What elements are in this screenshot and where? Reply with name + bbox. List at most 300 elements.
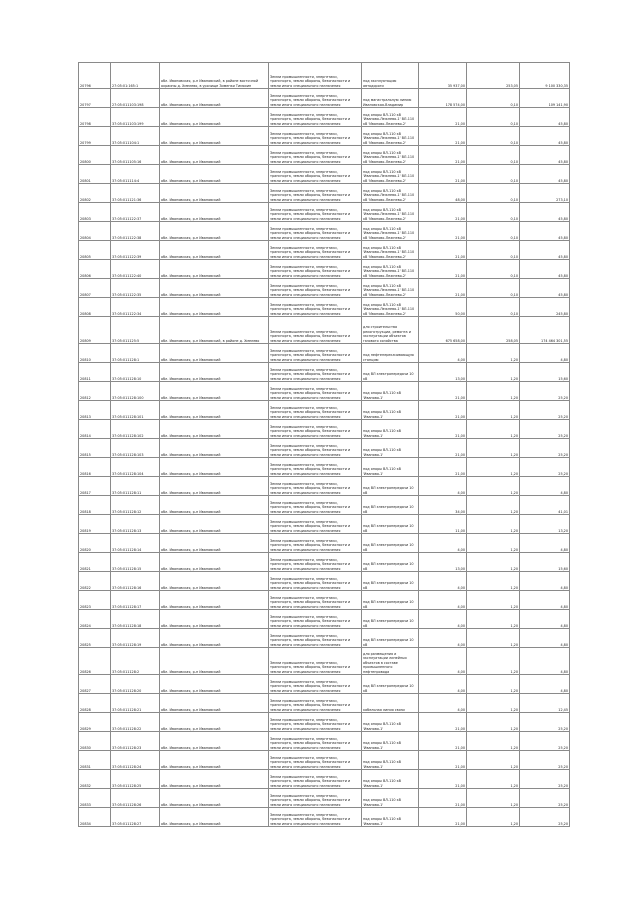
cadastral-cost-cell: 25,20 — [520, 713, 570, 732]
table-row — [79, 458, 570, 477]
cadastral-number-cell: 37:05:011125:5 — [111, 317, 160, 344]
area-value-cell: 21,00 — [419, 458, 467, 477]
specific-value-cell: 0,10 — [467, 241, 520, 260]
permitted-use-cell: под опоры ВЛ-110 кВ 'Иваново-Лежнево-1' ВЛ-110 кВ 'Иваново-Лежнево-2' — [362, 241, 419, 260]
permitted-use-cell: под опоры ВЛ-110 кВ 'Иваново-1' — [362, 751, 419, 770]
table-row — [79, 146, 570, 165]
specific-value-cell: 1,20 — [467, 751, 520, 770]
land-category-cell: Земли промышленности, энергетики, транспорта, земли обороны, безопасности и земли иного специального назначения — [269, 203, 362, 222]
row-number-cell: 20818 — [79, 496, 111, 515]
cadastral-cost-cell: 25,20 — [520, 732, 570, 751]
cadastral-number-cell: 37:05:011128:104 — [111, 458, 160, 477]
land-category-cell: Земли промышленности, энергетики, транспорта, земли обороны, безопасности и земли иного специального назначения — [269, 629, 362, 648]
permitted-use-cell: под опоры ВЛ-110 кВ 'Иваново-1' — [362, 420, 419, 439]
row-number-cell: 20829 — [79, 713, 111, 732]
land-category-cell: Земли промышленности, энергетики, транспорта, земли обороны, безопасности и земли иного специального назначения — [269, 165, 362, 184]
cadastral-cost-cell: 174 464 301,55 — [520, 317, 570, 344]
land-category-cell: Земли промышленности, энергетики, транспорта, земли обороны, безопасности и земли иного специального назначения — [269, 694, 362, 713]
address-cell: обл. Ивановская, р-н Ивановский — [160, 751, 269, 770]
permitted-use-cell: под опоры ВЛ-110 кВ 'Иваново-1' — [362, 789, 419, 808]
area-value-cell: 50,00 — [419, 298, 467, 317]
specific-value-cell: 1,20 — [467, 648, 520, 675]
area-value-cell: 35 937,00 — [419, 63, 467, 89]
address-cell: обл. Ивановская, р-н Ивановский — [160, 789, 269, 808]
land-category-cell: Земли промышленности, энергетики, транспорта, земли обороны, безопасности и земли иного специального назначения — [269, 184, 362, 203]
permitted-use-cell: под опоры ВЛ-110 кВ 'Иваново-Лежнево-1' ВЛ-110 кВ 'Иваново-Лежнево-2' — [362, 298, 419, 317]
address-cell: обл. Ивановская, р-н Ивановский — [160, 222, 269, 241]
land-category-cell: Земли промышленности, энергетики, транспорта, земли обороны, безопасности и земли иного специального назначения — [269, 751, 362, 770]
cadastral-number-cell: 37:05:011128:16 — [111, 572, 160, 591]
row-number-cell: 20803 — [79, 203, 111, 222]
address-cell: обл. Ивановская, р-н Ивановский — [160, 496, 269, 515]
permitted-use-cell: для размещения и эксплуатации линейных объектов в составе промышленного нефтепровода — [362, 648, 419, 675]
cadastral-cost-cell: 25,20 — [520, 770, 570, 789]
row-number-cell: 20822 — [79, 572, 111, 591]
address-cell: обл. Ивановская, р-н Ивановский — [160, 713, 269, 732]
permitted-use-cell: под эксплуатацию автодороги — [362, 63, 419, 89]
area-value-cell: 21,00 — [419, 222, 467, 241]
address-cell: обл. Ивановская, р-н Ивановский — [160, 675, 269, 694]
permitted-use-cell: под ВЛ электропередачи 10 кВ — [362, 591, 419, 610]
cadastral-number-cell: 37:05:011128:12 — [111, 496, 160, 515]
specific-value-cell: 0,10 — [467, 127, 520, 146]
cadastral-cost-cell: 4,80 — [520, 629, 570, 648]
area-value-cell: 21,00 — [419, 108, 467, 127]
land-category-cell: Земли промышленности, энергетики, транспорта, земли обороны, безопасности и земли иного специального назначения — [269, 298, 362, 317]
specific-value-cell: 258,05 — [467, 317, 520, 344]
area-value-cell: 21,00 — [419, 165, 467, 184]
cadastral-cost-cell: 41,01 — [520, 496, 570, 515]
cadastral-number-cell: 37:05:011128:17 — [111, 591, 160, 610]
cadastral-cost-cell: 45,80 — [520, 127, 570, 146]
address-cell: обл. Ивановская, р-н Ивановский — [160, 515, 269, 534]
specific-value-cell: 1,20 — [467, 713, 520, 732]
land-category-cell: Земли промышленности, энергетики, транспорта, земли обороны, безопасности и земли иного специального назначения — [269, 610, 362, 629]
row-number-cell: 20810 — [79, 344, 111, 363]
row-number-cell: 20813 — [79, 401, 111, 420]
land-category-cell: Земли промышленности, энергетики, транспорта, земли обороны, безопасности и земли иного специального назначения — [269, 344, 362, 363]
area-value-cell: 13,00 — [419, 553, 467, 572]
table-row — [79, 770, 570, 789]
table-row — [79, 382, 570, 401]
table-row — [79, 127, 570, 146]
area-value-cell: 21,00 — [419, 770, 467, 789]
cadastral-number-cell: 37:05:011128:25 — [111, 770, 160, 789]
row-number-cell: 20797 — [79, 89, 111, 108]
land-category-cell: Земли промышленности, энергетики, транспорта, земли обороны, безопасности и земли иного специального назначения — [269, 108, 362, 127]
row-number-cell: 20806 — [79, 260, 111, 279]
cadastral-number-cell: 37:05:011128:14 — [111, 534, 160, 553]
cadastral-cost-cell: 4,80 — [520, 591, 570, 610]
table-row — [79, 751, 570, 770]
cadastral-number-cell: 37:05:011122:34 — [111, 298, 160, 317]
row-number-cell: 20801 — [79, 165, 111, 184]
row-number-cell: 20825 — [79, 629, 111, 648]
address-cell: обл. Ивановская, р-н Ивановский — [160, 89, 269, 108]
specific-value-cell: 1,20 — [467, 496, 520, 515]
cadastral-number-cell: 37:05:011104:1 — [111, 127, 160, 146]
land-category-cell: Земли промышленности, энергетики, транспорта, земли обороны, безопасности и земли иного специального назначения — [269, 808, 362, 827]
specific-value-cell: 253,05 — [467, 63, 520, 89]
permitted-use-cell: кабельная линия связи — [362, 694, 419, 713]
cadastral-number-cell: 37:05:011128:19 — [111, 629, 160, 648]
area-value-cell: 21,00 — [419, 439, 467, 458]
permitted-use-cell: под ВЛ электропередачи 10 кВ — [362, 534, 419, 553]
area-value-cell: 21,00 — [419, 420, 467, 439]
table-row — [79, 241, 570, 260]
land-category-cell: Земли промышленности, энергетики, транспорта, земли обороны, безопасности и земли иного специального назначения — [269, 458, 362, 477]
address-cell: обл. Ивановская, р-н Ивановский — [160, 629, 269, 648]
table-row — [79, 694, 570, 713]
land-category-cell: Земли промышленности, энергетики, транспорта, земли обороны, безопасности и земли иного специального назначения — [269, 439, 362, 458]
permitted-use-cell: под опоры ВЛ-110 кВ 'Иваново-Лежнево-1' ВЛ-110 кВ 'Иваново-Лежнево-2' — [362, 279, 419, 298]
area-value-cell: 178 574,00 — [419, 89, 467, 108]
row-number-cell: 20821 — [79, 553, 111, 572]
specific-value-cell: 1,20 — [467, 789, 520, 808]
area-value-cell: 34,00 — [419, 496, 467, 515]
permitted-use-cell: под опоры ВЛ-110 кВ 'Иваново-1' — [362, 808, 419, 827]
cadastral-number-cell: 37:05:011128:2 — [111, 648, 160, 675]
land-category-cell: Земли промышленности, энергетики, транспорта, земли обороны, безопасности и земли иного специального назначения — [269, 770, 362, 789]
cadastral-cost-cell: 9 100 330,35 — [520, 63, 570, 89]
address-cell: обл. Ивановская, р-н Ивановский — [160, 184, 269, 203]
area-value-cell: 4,00 — [419, 591, 467, 610]
address-cell: обл. Ивановская, р-н Ивановский — [160, 553, 269, 572]
specific-value-cell: 0,10 — [467, 89, 520, 108]
cadastral-number-cell: 37:05:011128:27 — [111, 808, 160, 827]
land-category-cell: Земли промышленности, энергетики, транспорта, земли обороны, безопасности и земли иного специального назначения — [269, 789, 362, 808]
specific-value-cell: 1,20 — [467, 439, 520, 458]
permitted-use-cell: под опоры ВЛ-110 кВ 'Иваново-1' — [362, 458, 419, 477]
permitted-use-cell: под опоры ВЛ-110 кВ 'Иваново-Лежнево-1' ВЛ-110 кВ 'Иваново-Лежнево-2' — [362, 260, 419, 279]
specific-value-cell: 1,20 — [467, 808, 520, 827]
specific-value-cell: 1,20 — [467, 363, 520, 382]
land-category-cell: Земли промышленности, энергетики, транспорта, земли обороны, безопасности и земли иного специального назначения — [269, 279, 362, 298]
cadastral-number-cell: 37:05:011128:13 — [111, 515, 160, 534]
address-cell: обл. Ивановская, р-н Ивановский, в районе д. Хмелево — [160, 317, 269, 344]
cadastral-number-cell: 37:05:011128:101 — [111, 401, 160, 420]
permitted-use-cell: под опоры ВЛ-110 кВ 'Иваново-1' — [362, 382, 419, 401]
table-row — [79, 591, 570, 610]
address-cell: обл. Ивановская, р-н Ивановский, в районе восточной окраины д. Хмелево, в урочище Зименки Тимохин — [160, 63, 269, 89]
area-value-cell: 4,00 — [419, 344, 467, 363]
area-value-cell: 4,00 — [419, 694, 467, 713]
cadastral-cost-cell: 45,80 — [520, 260, 570, 279]
address-cell: обл. Ивановская, р-н Ивановский — [160, 591, 269, 610]
cadastral-cost-cell: 109 141,90 — [520, 89, 570, 108]
row-number-cell: 20834 — [79, 808, 111, 827]
permitted-use-cell: под опоры ВЛ-110 кВ 'Иваново-1' — [362, 770, 419, 789]
permitted-use-cell: под опоры ВЛ-110 кВ 'Иваново-Лежнево-1' ВЛ-110 кВ 'Иваново-Лежнево-2' — [362, 184, 419, 203]
row-number-cell: 20811 — [79, 363, 111, 382]
table-row — [79, 648, 570, 675]
cadastral-cost-cell: 4,80 — [520, 648, 570, 675]
cadastral-cost-cell: 25,20 — [520, 401, 570, 420]
table-row — [79, 713, 570, 732]
specific-value-cell: 1,20 — [467, 344, 520, 363]
table-row — [79, 789, 570, 808]
cadastral-cost-cell: 13,20 — [520, 515, 570, 534]
area-value-cell: 4,00 — [419, 648, 467, 675]
area-value-cell: 21,00 — [419, 241, 467, 260]
land-category-cell: Земли промышленности, энергетики, транспорта, земли обороны, безопасности и земли иного специального назначения — [269, 534, 362, 553]
area-value-cell: 21,00 — [419, 203, 467, 222]
cadastral-cost-cell: 4,80 — [520, 675, 570, 694]
specific-value-cell: 1,20 — [467, 770, 520, 789]
table-row — [79, 184, 570, 203]
permitted-use-cell: под опоры ВЛ-110 кВ 'Иваново-Лежнево-1' ВЛ-110 кВ 'Иваново-Лежнево-2' — [362, 127, 419, 146]
cadastral-cost-cell: 15,60 — [520, 363, 570, 382]
row-number-cell: 20826 — [79, 648, 111, 675]
table-row — [79, 572, 570, 591]
row-number-cell: 20799 — [79, 127, 111, 146]
permitted-use-cell: под ВЛ электропередачи 10 кВ — [362, 610, 419, 629]
cadastral-number-cell: 37:05:011128:18 — [111, 610, 160, 629]
row-number-cell: 20817 — [79, 477, 111, 496]
specific-value-cell: 1,20 — [467, 732, 520, 751]
land-category-cell: Земли промышленности, энергетики, транспорта, земли обороны, безопасности и земли иного специального назначения — [269, 89, 362, 108]
land-category-cell: Земли промышленности, энергетики, транспорта, земли обороны, безопасности и земли иного специального назначения — [269, 401, 362, 420]
cadastral-number-cell: 27:05:011103:198 — [111, 89, 160, 108]
address-cell: обл. Ивановская, р-н Ивановский — [160, 770, 269, 789]
cadastral-number-cell: 37:05:011128:21 — [111, 694, 160, 713]
specific-value-cell: 1,20 — [467, 477, 520, 496]
table-row — [79, 515, 570, 534]
row-number-cell: 20820 — [79, 534, 111, 553]
area-value-cell: 21,00 — [419, 808, 467, 827]
cadastral-number-cell: 37:05:011128:100 — [111, 382, 160, 401]
row-number-cell: 20814 — [79, 420, 111, 439]
address-cell: обл. Ивановская, р-н Ивановский — [160, 694, 269, 713]
row-number-cell: 20819 — [79, 515, 111, 534]
specific-value-cell: 0,10 — [467, 165, 520, 184]
cadastral-number-cell: 37:05:011128:24 — [111, 751, 160, 770]
table-row — [79, 610, 570, 629]
cadastral-cost-cell: 4,80 — [520, 344, 570, 363]
table-row — [79, 675, 570, 694]
permitted-use-cell: под нефтеперекачивающую станцию — [362, 344, 419, 363]
land-category-cell: Земли промышленности, энергетики, транспорта, земли обороны, безопасности и земли иного специального назначения — [269, 127, 362, 146]
address-cell: обл. Ивановская, р-н Ивановский — [160, 572, 269, 591]
area-value-cell: 4,00 — [419, 534, 467, 553]
land-category-cell: Земли промышленности, энергетики, транспорта, земли обороны, безопасности и земли иного специального назначения — [269, 420, 362, 439]
cadastral-cost-cell: 4,80 — [520, 610, 570, 629]
area-value-cell: 675 658,00 — [419, 317, 467, 344]
land-category-cell: Земли промышленности, энергетики, транспорта, земли обороны, безопасности и земли иного специального назначения — [269, 515, 362, 534]
table-row — [79, 439, 570, 458]
address-cell: обл. Ивановская, р-н Ивановский — [160, 477, 269, 496]
address-cell: обл. Ивановская, р-н Ивановский — [160, 732, 269, 751]
land-category-cell: Земли промышленности, энергетики, транспорта, земли обороны, безопасности и земли иного специального назначения — [269, 713, 362, 732]
land-category-cell: Земли промышленности, энергетики, транспорта, земли обороны, безопасности и земли иного специального назначения — [269, 260, 362, 279]
permitted-use-cell: под ВЛ электропередачи 10 кВ — [362, 629, 419, 648]
cadastral-cost-cell: 15,60 — [520, 553, 570, 572]
area-value-cell: 21,00 — [419, 732, 467, 751]
row-number-cell: 20830 — [79, 732, 111, 751]
land-category-cell: Земли промышленности, энергетики, транспорта, земли обороны, безопасности и земли иного специального назначения — [269, 732, 362, 751]
permitted-use-cell: под опоры ВЛ-110 кВ 'Иваново-Лежнево-1' ВЛ-110 кВ 'Иваново-Лежнево-2' — [362, 108, 419, 127]
cadastral-cost-cell: 45,80 — [520, 165, 570, 184]
area-value-cell: 13,00 — [419, 363, 467, 382]
permitted-use-cell: под магистральную линию Ивановская-Владимир — [362, 89, 419, 108]
specific-value-cell: 0,10 — [467, 298, 520, 317]
permitted-use-cell: под опоры ВЛ-110 кВ 'Иваново-1' — [362, 439, 419, 458]
row-number-cell: 20798 — [79, 108, 111, 127]
specific-value-cell: 0,10 — [467, 146, 520, 165]
cadastral-number-cell: 37:05:011128:1 — [111, 344, 160, 363]
address-cell: обл. Ивановская, р-н Ивановский — [160, 108, 269, 127]
address-cell: обл. Ивановская, р-н Ивановский — [160, 298, 269, 317]
cadastral-number-cell: 37:05:011128:22 — [111, 713, 160, 732]
table-row — [79, 732, 570, 751]
row-number-cell: 20816 — [79, 458, 111, 477]
area-value-cell: 21,00 — [419, 751, 467, 770]
row-number-cell: 20805 — [79, 241, 111, 260]
table-row — [79, 203, 570, 222]
land-plots-table-body — [79, 63, 570, 827]
address-cell: обл. Ивановская, р-н Ивановский — [160, 458, 269, 477]
row-number-cell: 20827 — [79, 675, 111, 694]
table-row — [79, 298, 570, 317]
area-value-cell: 4,00 — [419, 572, 467, 591]
land-category-cell: Земли промышленности, энергетики, транспорта, земли обороны, безопасности и земли иного специального назначения — [269, 317, 362, 344]
address-cell: обл. Ивановская, р-н Ивановский — [160, 648, 269, 675]
cadastral-number-cell: 37:05:011121:36 — [111, 184, 160, 203]
address-cell: обл. Ивановская, р-н Ивановский — [160, 401, 269, 420]
cadastral-cost-cell: 45,80 — [520, 222, 570, 241]
permitted-use-cell: под ВЛ электропередачи 10 кВ — [362, 477, 419, 496]
address-cell: обл. Ивановская, р-н Ивановский — [160, 420, 269, 439]
table-row — [79, 808, 570, 827]
land-category-cell: Земли промышленности, энергетики, транспорта, земли обороны, безопасности и земли иного специального назначения — [269, 648, 362, 675]
land-category-cell: Земли промышленности, энергетики, транспорта, земли обороны, безопасности и земли иного специального назначения — [269, 675, 362, 694]
row-number-cell: 20833 — [79, 789, 111, 808]
cadastral-number-cell: 37:05:011128:15 — [111, 553, 160, 572]
table-row — [79, 63, 570, 89]
specific-value-cell: 1,20 — [467, 591, 520, 610]
permitted-use-cell: под опоры ВЛ-110 кВ 'Иваново-Лежнево-1' ВЛ-110 кВ 'Иваново-Лежнево-2' — [362, 203, 419, 222]
cadastral-cost-cell: 25,20 — [520, 751, 570, 770]
cadastral-cost-cell: 4,80 — [520, 477, 570, 496]
permitted-use-cell: под ВЛ электропередачи 10 кВ — [362, 675, 419, 694]
row-number-cell: 20800 — [79, 146, 111, 165]
area-value-cell: 21,00 — [419, 127, 467, 146]
cadastral-number-cell: 37:05:011122:35 — [111, 279, 160, 298]
address-cell: обл. Ивановская, р-н Ивановский — [160, 127, 269, 146]
area-value-cell: 21,00 — [419, 279, 467, 298]
address-cell: обл. Ивановская, р-н Ивановский — [160, 203, 269, 222]
area-value-cell: 4,00 — [419, 629, 467, 648]
row-number-cell: 20831 — [79, 751, 111, 770]
permitted-use-cell: под опоры ВЛ-110 кВ 'Иваново-1' — [362, 713, 419, 732]
permitted-use-cell: для строительства реконструкции, ремонта и эксплуатации объектов газового хозяйства — [362, 317, 419, 344]
cadastral-number-cell: 37:05:011122:40 — [111, 260, 160, 279]
permitted-use-cell: под ВЛ электропередачи 10 кВ — [362, 515, 419, 534]
land-category-cell: Земли промышленности, энергетики, транспорта, земли обороны, безопасности и земли иного специального назначения — [269, 591, 362, 610]
area-value-cell: 4,00 — [419, 477, 467, 496]
cadastral-cost-cell: 12,45 — [520, 694, 570, 713]
specific-value-cell: 1,20 — [467, 675, 520, 694]
area-value-cell: 21,00 — [419, 713, 467, 732]
cadastral-cost-cell: 45,80 — [520, 241, 570, 260]
cadastral-number-cell: 37:05:011122:38 — [111, 222, 160, 241]
permitted-use-cell: под ВЛ электропередачи 10 кВ — [362, 572, 419, 591]
specific-value-cell: 1,20 — [467, 629, 520, 648]
table-row — [79, 222, 570, 241]
area-value-cell: 21,00 — [419, 789, 467, 808]
cadastral-cost-cell: 4,80 — [520, 534, 570, 553]
specific-value-cell: 1,20 — [467, 401, 520, 420]
specific-value-cell: 0,10 — [467, 108, 520, 127]
cadastral-cost-cell: 25,20 — [520, 439, 570, 458]
cadastral-cost-cell: 4,80 — [520, 572, 570, 591]
cadastral-number-cell: 37:05:011128:103 — [111, 439, 160, 458]
address-cell: обл. Ивановская, р-н Ивановский — [160, 382, 269, 401]
area-value-cell: 4,00 — [419, 675, 467, 694]
cadastral-cost-cell: 273,10 — [520, 184, 570, 203]
specific-value-cell: 1,20 — [467, 572, 520, 591]
land-category-cell: Земли промышленности, энергетики, транспорта, земли обороны, безопасности и земли иного специального назначения — [269, 572, 362, 591]
permitted-use-cell: под опоры ВЛ-110 кВ 'Иваново-1' — [362, 401, 419, 420]
address-cell: обл. Ивановская, р-н Ивановский — [160, 534, 269, 553]
permitted-use-cell: под ВЛ электропередачи 10 кВ — [362, 363, 419, 382]
table-row — [79, 260, 570, 279]
specific-value-cell: 1,20 — [467, 553, 520, 572]
land-category-cell: Земли промышленности, энергетики, транспорта, земли обороны, безопасности и земли иного специального назначения — [269, 496, 362, 515]
cadastral-cost-cell: 45,80 — [520, 108, 570, 127]
land-category-cell: Земли промышленности, энергетики, транспорта, земли обороны, безопасности и земли иного специального назначения — [269, 363, 362, 382]
row-number-cell: 20808 — [79, 298, 111, 317]
row-number-cell: 20804 — [79, 222, 111, 241]
row-number-cell: 20824 — [79, 610, 111, 629]
specific-value-cell: 1,20 — [467, 458, 520, 477]
specific-value-cell: 1,20 — [467, 382, 520, 401]
land-category-cell: Земли промышленности, энергетики, транспорта, земли обороны, безопасности и земли иного специального назначения — [269, 382, 362, 401]
cadastral-number-cell: 37:05:011128:23 — [111, 732, 160, 751]
area-value-cell: 21,00 — [419, 146, 467, 165]
cadastral-cost-cell: 45,80 — [520, 146, 570, 165]
specific-value-cell: 1,20 — [467, 515, 520, 534]
cadastral-cost-cell: 25,20 — [520, 789, 570, 808]
cadastral-cost-cell: 45,80 — [520, 203, 570, 222]
table-row — [79, 534, 570, 553]
row-number-cell: 20807 — [79, 279, 111, 298]
row-number-cell: 20828 — [79, 694, 111, 713]
cadastral-number-cell: 37:05:011128:102 — [111, 420, 160, 439]
specific-value-cell: 1,20 — [467, 694, 520, 713]
land-category-cell: Земли промышленности, энергетики, транспорта, земли обороны, безопасности и земли иного специального назначения — [269, 241, 362, 260]
address-cell: обл. Ивановская, р-н Ивановский — [160, 363, 269, 382]
address-cell: обл. Ивановская, р-н Ивановский — [160, 344, 269, 363]
land-category-cell: Земли промышленности, энергетики, транспорта, земли обороны, безопасности и земли иного специального назначения — [269, 63, 362, 89]
cadastral-number-cell: 37:05:011122:37 — [111, 203, 160, 222]
table-row — [79, 629, 570, 648]
table-row — [79, 279, 570, 298]
cadastral-number-cell: 37:05:011105:16 — [111, 146, 160, 165]
table-row — [79, 344, 570, 363]
row-number-cell: 20815 — [79, 439, 111, 458]
row-number-cell: 20802 — [79, 184, 111, 203]
table-row — [79, 553, 570, 572]
area-value-cell: 11,00 — [419, 515, 467, 534]
cadastral-cost-cell: 245,80 — [520, 298, 570, 317]
cadastral-cost-cell: 25,20 — [520, 458, 570, 477]
table-row — [79, 496, 570, 515]
cadastral-number-cell: 37:05:011103:199 — [111, 108, 160, 127]
row-number-cell: 20832 — [79, 770, 111, 789]
address-cell: обл. Ивановская, р-н Ивановский — [160, 610, 269, 629]
cadastral-number-cell: 37:05:011128:20 — [111, 675, 160, 694]
